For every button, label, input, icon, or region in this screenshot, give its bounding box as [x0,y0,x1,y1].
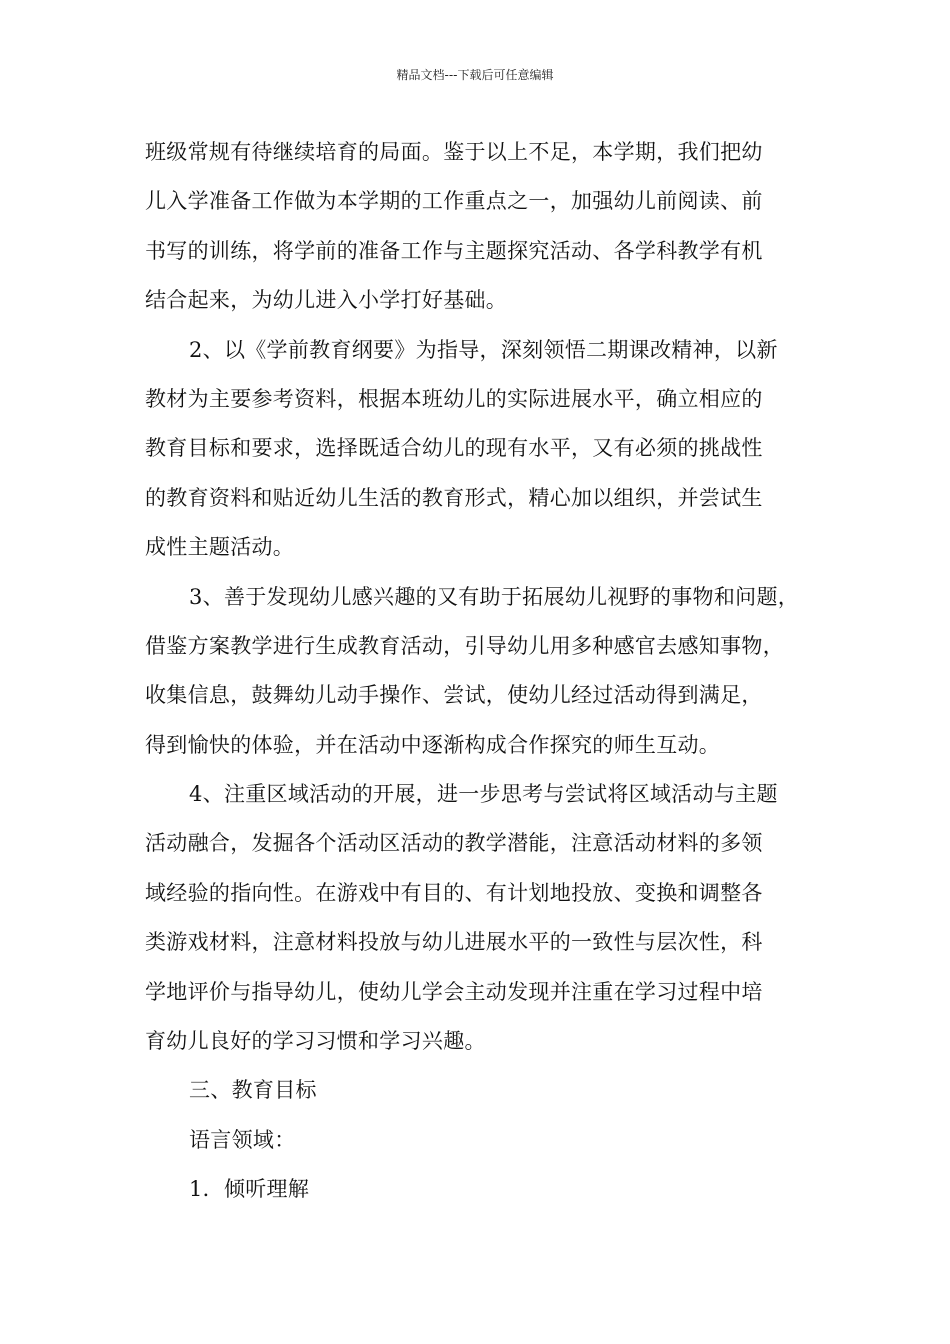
paragraph-line: 结合起来，为幼儿进入小学打好基础。 [145,288,508,313]
section-heading: 三、教育目标 [189,1078,317,1103]
paragraph-line: 儿入学准备工作做为本学期的工作重点之一，加强幼儿前阅读、前 [145,189,763,214]
paragraph-line: 2、以《学前教育纲要》为指导，深刻领悟二期课改精神，以新 [189,337,778,362]
subsection-heading: 语言领域： [189,1127,296,1152]
list-heading: 1．倾听理解 [189,1177,310,1202]
paragraph-line: 域经验的指向性。在游戏中有目的、有计划地投放、变换和调整各 [145,880,763,905]
document-body [145,128,825,1215]
paragraph-line: 教育目标和要求，选择既适合幼儿的现有水平，又有必须的挑战性 [145,436,763,461]
paragraph-line: 4、注重区域活动的开展，进一步思考与尝试将区域活动与主题 [189,782,778,807]
paragraph-line: 的教育资料和贴近幼儿生活的教育形式，精心加以组织，并尝试生 [145,485,763,510]
paragraph-line: 借鉴方案教学进行生成教育活动，引导幼儿用多种感官去感知事物， [145,633,784,658]
paragraph-line: 班级常规有待继续培育的局面。鉴于以上不足，本学期，我们把幼 [145,140,763,164]
paragraph-line: 3、善于发现幼儿感兴趣的又有助于拓展幼儿视野的事物和问题， [189,584,800,609]
paragraph-line: 类游戏材料，注意材料投放与幼儿进展水平的一致性与层次性，科 [145,930,763,955]
paragraph-line: 活动融合，发掘各个活动区活动的教学潜能，注意活动材料的多领 [145,831,763,856]
paragraph-line: 学地评价与指导幼儿，使幼儿学会主动发现并注重在学习过程中培 [145,979,763,1004]
paragraph-line: 收集信息，鼓舞幼儿动手操作、尝试，使幼儿经过活动得到满足， [145,683,763,708]
paragraph-line: 教材为主要参考资料，根据本班幼儿的实际进展水平，确立相应的 [145,386,763,411]
paragraph-line: 成性主题活动。 [145,535,295,560]
paragraph-line: 书写的训练，将学前的准备工作与主题探究活动、各学科教学有机 [145,238,763,263]
page-header: 精品文档---下载后可任意编辑 [396,68,554,82]
paragraph-line: 育幼儿良好的学习习惯和学习兴趣。 [145,1029,486,1054]
paragraph-line: 得到愉快的体验，并在活动中逐渐构成合作探究的师生互动。 [145,732,721,757]
